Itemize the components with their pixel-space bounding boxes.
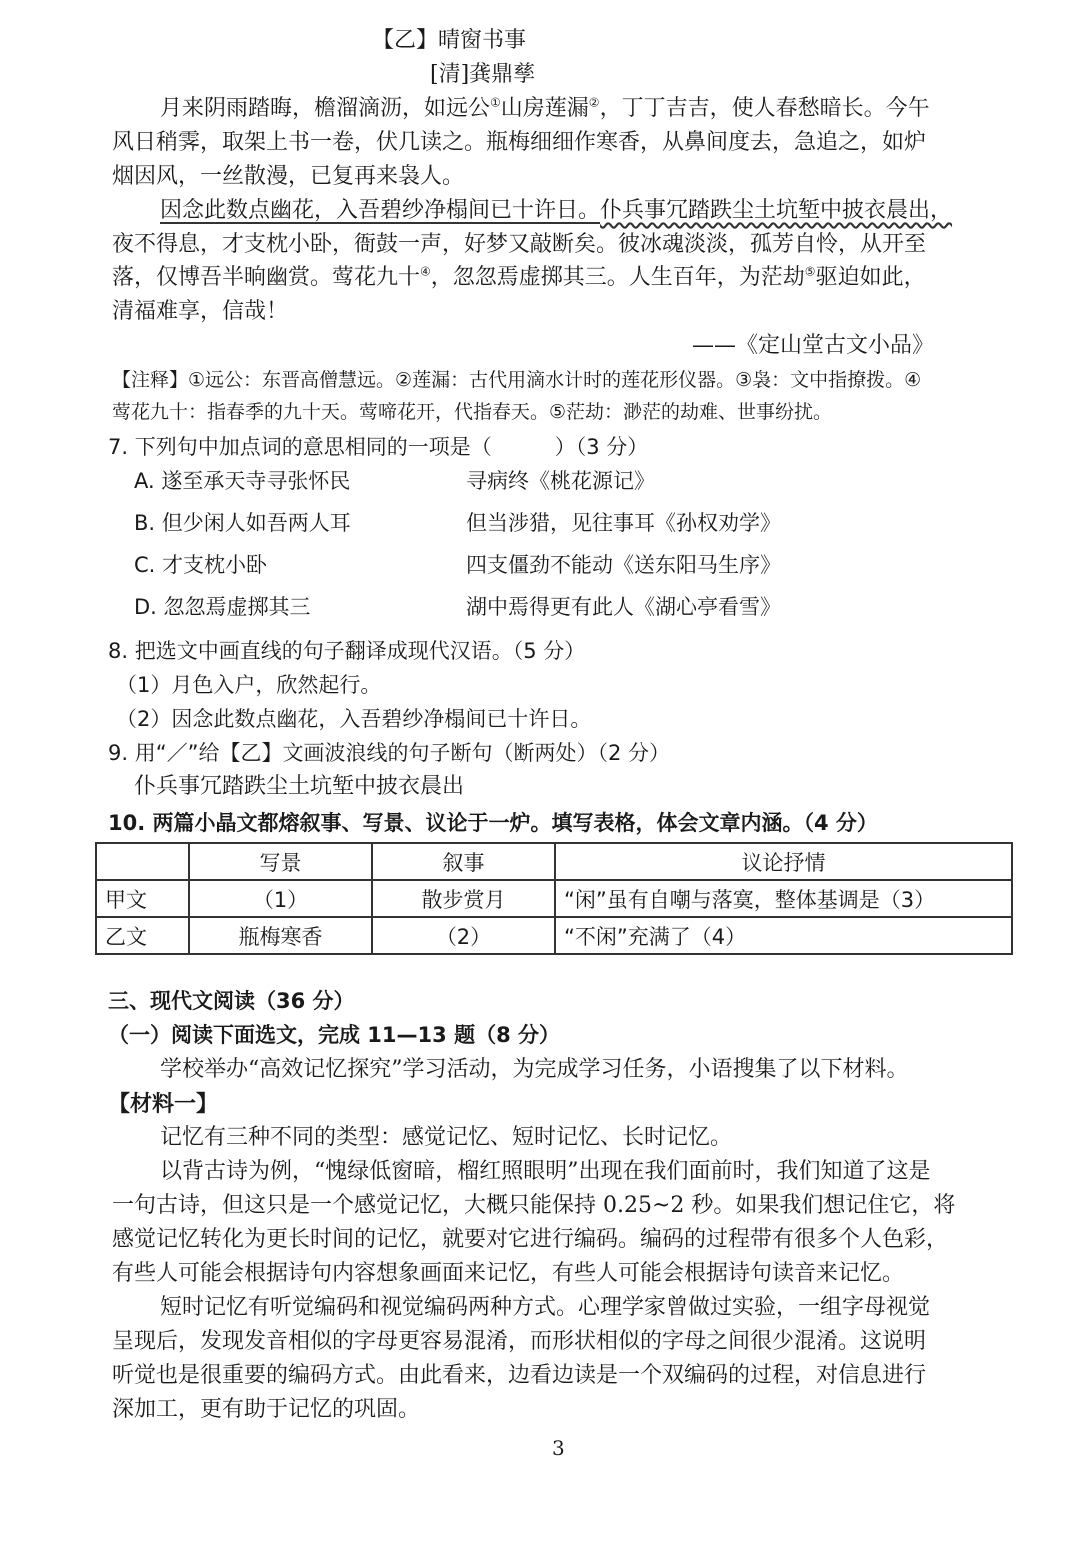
passage-line: 风日稍霁，取架上书一卷，伏几读之。瓶梅细细作寒香，从鼻间度去，急追之，如炉 [112, 130, 927, 155]
material-line: 呈现后，发现发音相似的字母更容易混淆，而形状相似的字母之间很少混淆。这说明 [112, 1329, 927, 1354]
passage-line: 夜不得息，才支枕小卧，衙鼓一声，好梦又敲断矣。彼冰魂淡淡，孤芳自怜，从开至 [112, 232, 927, 257]
section-heading: 三、现代文阅读（36 分） [108, 989, 355, 1013]
table-cell: 甲文 [96, 880, 189, 917]
material-line: 听觉也是很重要的编码方式。由此看来，边看边读是一个双编码的过程，对信息进行 [112, 1363, 927, 1388]
passage-line [160, 196, 952, 226]
passage-author: [清]龚鼎孳 [430, 62, 536, 87]
material-line: 记忆有三种不同的类型：感觉记忆、短时记忆、长时记忆。 [160, 1125, 733, 1150]
text-segment: 月来阴雨踏晦，檐溜滴沥，如远公 [160, 96, 491, 121]
text-segment: ，丁丁吉吉，使人春愁暗长。今午 [599, 96, 930, 121]
text-segment: ，忽忽焉虚掷其三。人生百年，为茫劫 [430, 265, 805, 290]
footnote-marker: ① [490, 95, 501, 110]
q7-option-right: 寻病终《桃花源记》 [466, 469, 655, 493]
table-header-cell: 叙事 [372, 843, 555, 880]
material-line: 有些人可能会根据诗句内容想象画面来记忆，有些人可能会根据诗句读音来记忆。 [112, 1261, 905, 1286]
passage-line: 烟因风，一丝散漫，已复再来袅人。 [112, 164, 465, 189]
material-label: 【材料一】 [108, 1091, 219, 1117]
q7-option-right: 但当涉猎，见往事耳《孙权劝学》 [466, 511, 781, 535]
table-header-row [96, 843, 1012, 880]
passage-line [160, 94, 930, 124]
q7-option-left: C. 才支枕小卧 [134, 553, 268, 577]
question-8-item: （1）月色入户，欣然起行。 [116, 673, 382, 697]
material-line: 深加工，更有助于记忆的巩固。 [112, 1397, 421, 1422]
table-row [96, 880, 1012, 917]
q7-option-left: B. 但少闲人如吾两人耳 [134, 511, 351, 535]
passage-line [112, 263, 926, 293]
question-9: 9. 用“／”给【乙】文画波浪线的句子断句（断两处）（2 分） [108, 741, 671, 765]
table-cell: 乙文 [96, 917, 189, 954]
text-segment: 落，仅博吾半晌幽赏。莺花九十 [112, 265, 421, 290]
q7-option-left: D. 忽忽焉虚掷其三 [134, 595, 311, 619]
passage-line: 清福难享，信哉！ [112, 299, 289, 324]
passage-title: 【乙】晴窗书事 [372, 28, 527, 53]
table-header-cell [96, 843, 189, 880]
straight-underlined-sentence: 因念此数点幽花，入吾碧纱净榻间已十许日。 [160, 198, 601, 223]
annotation-line: 莺花九十：指春季的九十天。莺啼花开，代指春天。⑤茫劫：渺茫的劫难、世事纷扰。 [112, 401, 833, 423]
q7-option-right: 湖中焉得更有此人《湖心亭看雪》 [466, 595, 781, 619]
table-header-cell: 写景 [189, 843, 372, 880]
material-line: 以背古诗为例，“愧绿低窗暗，榴红照眼明”出现在我们面前时，我们知道了这是 [160, 1159, 931, 1184]
question-9-sentence: 仆兵事冗踏跌尘土坑堑中披衣晨出 [134, 774, 465, 799]
subsection-heading: （一）阅读下面选文，完成 11—13 题（8 分） [108, 1023, 560, 1047]
table-cell: 散步赏月 [372, 880, 555, 917]
material-line: 感觉记忆转化为更长时间的记忆，就要对它进行编码。编码的过程带有很多个人色彩， [112, 1227, 949, 1252]
footnote-marker: ④ [420, 264, 431, 279]
text-segment: 驱迫如此， [815, 265, 926, 290]
table-cell: “不闲”充满了（4） [555, 917, 1012, 954]
question-8-item: （2）因念此数点幽花，入吾碧纱净榻间已十许日。 [116, 707, 592, 731]
table-header-cell: 议论抒情 [555, 843, 1012, 880]
material-line: 短时记忆有听觉编码和视觉编码两种方式。心理学家曾做过实验，一组字母视觉 [160, 1295, 931, 1320]
annotation-line: 【注释】①远公：东晋高僧慧远。②莲漏：古代用滴水计时的莲花形仪器。③袅：文中指撩拨。④ [112, 369, 922, 391]
text-segment: 山房莲漏 [500, 96, 589, 121]
q10-table [95, 842, 1013, 955]
table-cell: “闲”虽有自嘲与落寞，整体基调是（3） [555, 880, 1012, 917]
passage-source: ——《定山堂古文小品》 [692, 333, 935, 358]
material-line: 一句古诗，但这只是一个感觉记忆，大概只能保持 0.25~2 秒。如果我们想记住它，将 [112, 1193, 956, 1218]
table-cell: （2） [372, 917, 555, 954]
q7-option-right: 四支僵劲不能动《送东阳马生序》 [466, 553, 781, 577]
question-10: 10. 两篇小晶文都熔叙事、写景、议论于一炉。填写表格，体会文章内涵。（4 分） [108, 811, 878, 835]
page-number: 3 [552, 1436, 565, 1460]
wavy-underlined-sentence: 仆兵事冗踏跌尘土坑堑中披衣晨出， [600, 198, 953, 223]
table-cell: 瓶梅寒香 [189, 917, 372, 954]
intro-text: 学校举办“高效记忆探究”学习活动，为完成学习任务，小语搜集了以下材料。 [160, 1057, 909, 1082]
q7-option-left: A. 遂至承天寺寻张怀民 [134, 469, 351, 493]
question-8: 8. 把选文中画直线的句子翻译成现代汉语。（5 分） [108, 639, 586, 663]
question-7: 7. 下列句中加点词的意思相同的一项是（ ）（3 分） [108, 435, 649, 459]
table-row [96, 917, 1012, 954]
footnote-marker: ⑤ [804, 264, 816, 279]
table-cell: （1） [189, 880, 372, 917]
footnote-marker: ② [588, 95, 600, 110]
